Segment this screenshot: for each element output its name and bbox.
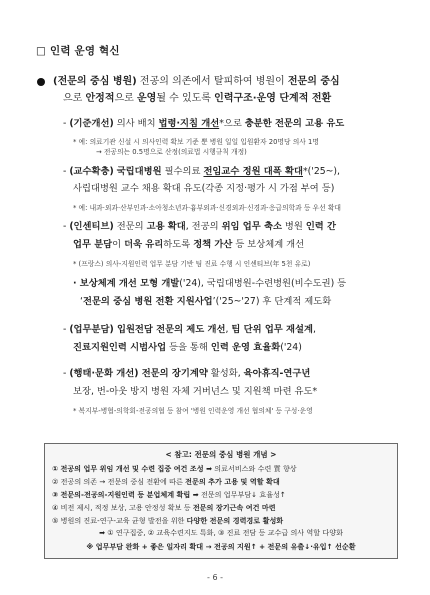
item-work-sharing (63, 324, 316, 336)
item-text: 의사 배치 (113, 118, 159, 129)
reference-row (52, 464, 297, 474)
reference-text: ⑤ 병원의 진료-연구-교육 균형 발전을 위한 (52, 516, 187, 525)
intro-emphasis: 운영 (136, 93, 157, 104)
item-emphasis: 정책 가산 (193, 239, 233, 250)
note: → 전공의는 0.5명으로 산정(의료법 시행규칙 개정) (96, 148, 247, 156)
item-text: 병원 (281, 221, 306, 232)
item-emphasis: 위임 업무 축소 (221, 221, 282, 232)
item-emphasis: 업무 분담 (73, 239, 113, 250)
item-text: ’('25~'27) 후 단계적 제도화 (212, 296, 332, 307)
item-text: 보장, 번-아웃 방지 병원 자체 거버넌스 및 지원책 마련 유도* (73, 386, 318, 397)
reference-text: ➡ 전문의 업무부담↓ 효율성↑ (192, 490, 286, 499)
reference-row (52, 477, 280, 487)
item-emphasis: 진료지원인력 시범사업 (73, 342, 167, 353)
reference-summary: ※ 업무부담 완화 + 좋은 일자리 확대 → 전공의 지원↑ + 전문의 유출↓·유입↑ 선순환 (86, 542, 356, 551)
item-compensation-model-line-2 (80, 296, 331, 308)
reference-row: ➡ ① 연구집중, ② 교육수련지도 특화, ③ 진료 전담 등 교수급 의사 역할 다양화 (99, 528, 343, 537)
reference-row (52, 490, 286, 500)
intro-emphasis: 전문의 중심 (287, 76, 340, 87)
item-emphasis: 법령·지침 개선 (158, 118, 220, 129)
reference-row (52, 516, 283, 526)
item-emphasis: · 보상체계 개선 모형 개발 (73, 278, 180, 289)
item-tag: (인센티브) (69, 221, 114, 232)
reference-text: 전문의 장기근속 여건 마련 (192, 503, 276, 512)
reference-text: 다양한 전문의 경력경로 활성화 (186, 516, 284, 525)
item-text: , 전공의 (185, 221, 222, 232)
item-text: *('25~), (302, 166, 341, 177)
item-text: 사립대병원 교수 채용 확대 유도(각종 지정·평가 시 가점 부여 등) (73, 183, 335, 194)
note: * (프랑스) 의사-지원인력 업무 분담 기반 팀 진료 수행 시 인센티브(年 5천 유로) (73, 260, 311, 268)
reference-text: ③ 전문의-전공의-지원인력 등 분업체계 확립 (52, 490, 193, 499)
dash: - (63, 324, 70, 335)
item-text: *으로 (219, 118, 245, 129)
item-emphasis: 팀 단위 업무 재설계 (231, 324, 313, 335)
note: * 예: 의료기관 신설 시 의사인력 확보 기준 뿐 병원 일일 입원환자 20명당 의사 1명 (73, 138, 319, 146)
intro-text: 으로 (114, 93, 137, 104)
item-text: ('24), 국립대병원-수련병원(비수도권) 등 (179, 278, 347, 289)
item-emphasis: 국립대병원 (116, 166, 162, 177)
item-culture-improvement (63, 368, 310, 380)
page-number: - 6 - (207, 573, 223, 582)
item-incentive-line-2 (73, 239, 304, 251)
intro-tag: (전문의 중심 병원) (53, 76, 137, 87)
item-text: 등 보상체계 개선 (232, 239, 305, 250)
item-tag: (기준개선) (69, 118, 114, 129)
note: * 예: 내과·외과·산부인과·소아청소년과·흉부외과·신경외과·신경과·응급의학과 등 우선 확대 (73, 204, 341, 212)
item-text: ('24) (280, 342, 302, 353)
item-tag: (교수확충) (69, 166, 114, 177)
reference-text: ➡ 의료서비스와 수련 質 향상 (206, 464, 297, 473)
item-text: 활성화, (207, 368, 244, 379)
section-title: □ 인력 운영 혁신 (36, 45, 120, 57)
item-emphasis: 더욱 유리 (124, 239, 164, 250)
reference-text: ④ 비전 제시, 적정 보상, 고용 안정성 확보 등 (52, 503, 193, 512)
bullet-dot (37, 78, 45, 86)
reference-box (44, 443, 398, 559)
dash: - (63, 368, 70, 379)
item-faculty-expansion (63, 166, 340, 178)
item-text: , (312, 324, 316, 335)
intro-line-2 (63, 93, 331, 105)
item-text: 필수의료 (161, 166, 204, 177)
intro-line-1 (53, 76, 340, 88)
intro-text: 될 수 있도록 (156, 93, 215, 104)
note: * 복지부-병협-의학회-전공의협 등 참여 '병원 인력운영 개선 협의체' 등 구성·운영 (73, 407, 313, 415)
item-text: , (225, 324, 232, 335)
dash: - (63, 221, 70, 232)
item-emphasis: (업무분담) 입원전담 전문의 제도 개선 (69, 324, 226, 335)
intro-emphasis: 안정적 (85, 93, 115, 104)
item-compensation-model (73, 278, 346, 290)
intro-text: 전공의 의존에서 탈피하여 병원이 (136, 76, 288, 87)
item-emphasis: (행태·문화 개선) 전문의 장기계약 (69, 368, 208, 379)
dash: - (63, 118, 70, 129)
reference-text: 전문의 추가 고용 및 역할 확대 (185, 477, 280, 486)
item-emphasis: 육아휴직-연구년 (243, 368, 311, 379)
item-text: 이 (112, 239, 125, 250)
item-emphasis: 인력 운영 효율화 (210, 342, 281, 353)
reference-text: ② 전공의 의존 → 전문의 중심 전환에 따른 (52, 477, 186, 486)
reference-box-title: < 참고: 전문의 중심 병원 개념 > (165, 450, 277, 459)
item-standard-improvement (63, 118, 344, 130)
item-text: 전문의 (113, 221, 147, 232)
item-incentive (63, 221, 336, 233)
intro-emphasis: 인력구조·운영 단계적 전환 (214, 93, 332, 104)
item-emphasis: 인력 간 (305, 221, 336, 232)
item-emphasis: 고용 확대 (146, 221, 186, 232)
quote-mark: ‘ (80, 296, 83, 307)
item-text: 하도록 (163, 239, 194, 250)
reference-text: ① 전공의 업무 위임 개선 및 수련 집중 여건 조성 (52, 464, 207, 473)
item-work-sharing-line-2 (73, 342, 302, 354)
item-emphasis: 충분한 전문의 고용 유도 (244, 118, 345, 129)
item-emphasis: 전문의 중심 병원 전환 지원사업 (82, 296, 213, 307)
intro-text: 으로 (63, 93, 86, 104)
reference-row (52, 503, 276, 513)
item-emphasis: 전임교수 정원 대폭 확대 (203, 166, 303, 177)
dash: - (63, 166, 70, 177)
item-text: 등을 통해 (166, 342, 211, 353)
